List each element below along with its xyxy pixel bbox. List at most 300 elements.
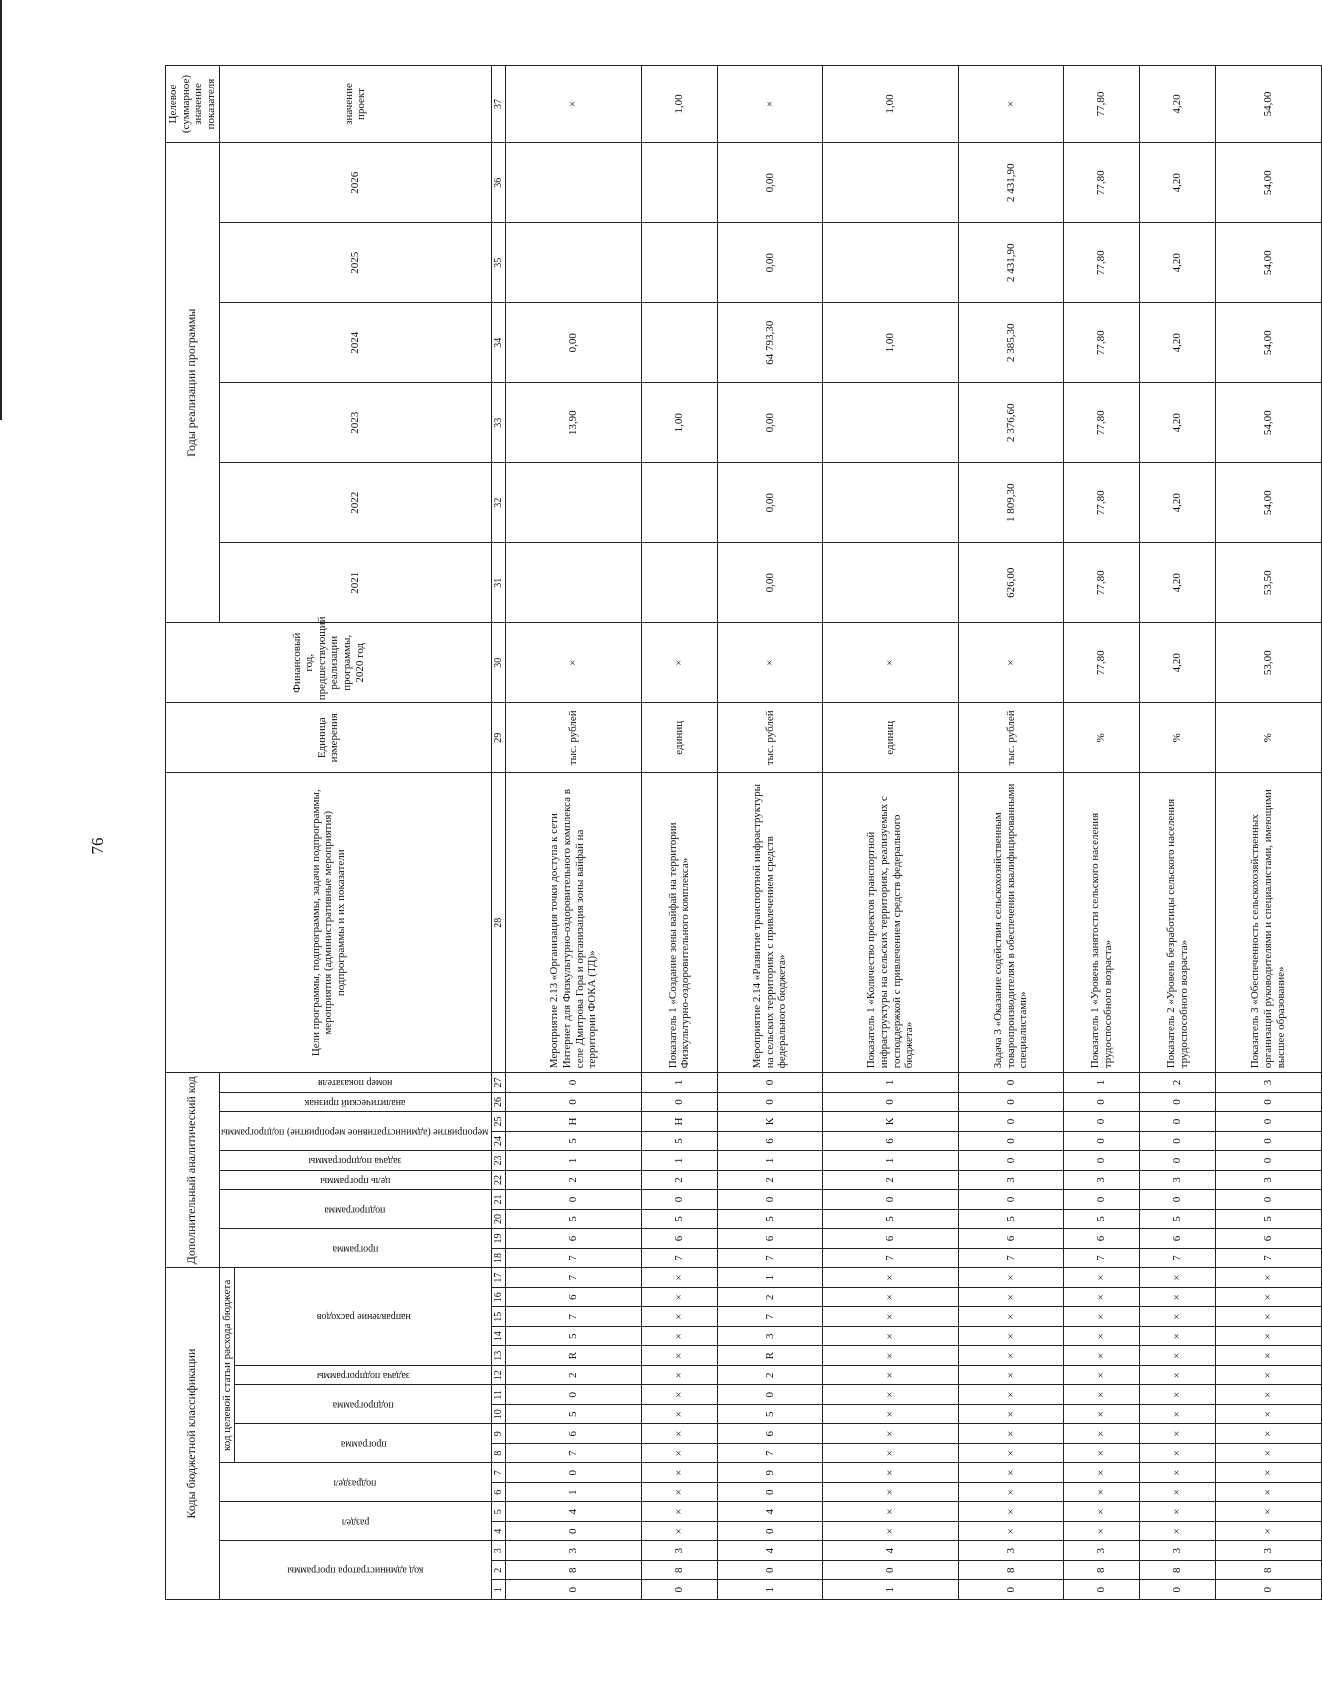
row-year-value	[641, 463, 717, 543]
code-cell: 0	[1140, 1131, 1216, 1151]
code-cell: 1	[823, 1073, 958, 1093]
row-description: Показатель 3 «Обеспеченность сельскохозяйственных организаций руководителями и специалистами, имеющими высшее образование»	[1216, 773, 1322, 1073]
row-year-value: 2 376,60	[958, 383, 1064, 463]
column-number: 14	[491, 1327, 506, 1347]
code-cell: ×	[823, 1502, 958, 1522]
row-year-value: 0,00	[717, 383, 823, 463]
program-table	[165, 65, 1322, 1600]
table-row	[1140, 65, 1216, 1599]
code-cell: 6	[823, 1229, 958, 1249]
code-cell: ×	[1064, 1502, 1140, 1522]
row-year-value	[823, 383, 958, 463]
row-base-value: 4,20	[1140, 623, 1216, 703]
code-cell: 2	[1140, 1073, 1216, 1093]
column-number: 28	[491, 773, 506, 1073]
row-unit: тыс. рублей	[717, 703, 823, 773]
code-cell: 5	[1064, 1209, 1140, 1229]
header-subprogram: подпрограмма	[235, 1385, 492, 1424]
column-number: 7	[491, 1463, 506, 1483]
row-year-value: 54,00	[1216, 383, 1322, 463]
column-number: 24	[491, 1131, 506, 1151]
code-cell: 0	[717, 1483, 823, 1503]
code-cell: ×	[641, 1385, 717, 1405]
column-number: 21	[491, 1190, 506, 1210]
column-number: 1	[491, 1580, 506, 1600]
code-cell: ×	[823, 1522, 958, 1542]
column-number: 18	[491, 1248, 506, 1268]
code-cell: 0	[717, 1561, 823, 1581]
code-cell: ×	[641, 1444, 717, 1464]
row-year-value: 54,00	[1216, 463, 1322, 543]
code-cell: 8	[958, 1561, 1064, 1581]
row-year-value	[641, 143, 717, 223]
row-description: Показатель 1 «Количество проектов транспортной инфраструктуры на сельских территориях, реализуемых с господдержкой с привлечением средств федерального бюджета»	[823, 773, 958, 1073]
code-cell: 0	[506, 1522, 641, 1542]
row-year-value: 77,80	[1064, 383, 1140, 463]
code-cell: ×	[1216, 1483, 1322, 1503]
column-number: 33	[491, 383, 506, 463]
row-target-value: 77,80	[1064, 65, 1140, 143]
code-cell: ×	[958, 1346, 1064, 1366]
row-unit: %	[1216, 703, 1322, 773]
code-cell: ×	[1216, 1385, 1322, 1405]
code-cell: 5	[641, 1131, 717, 1151]
code-cell: ×	[641, 1288, 717, 1308]
code-cell: ×	[1064, 1444, 1140, 1464]
code-cell: ×	[1140, 1522, 1216, 1542]
code-cell: ×	[958, 1307, 1064, 1327]
code-cell: 0	[717, 1190, 823, 1210]
code-cell: 0	[823, 1561, 958, 1581]
code-cell: ×	[1140, 1346, 1216, 1366]
column-number: 17	[491, 1268, 506, 1288]
code-cell: 6	[717, 1424, 823, 1444]
header-subsection: подраздел	[219, 1463, 491, 1502]
row-year-value: 0,00	[717, 543, 823, 623]
row-year-value: 0,00	[717, 143, 823, 223]
row-year-value: 54,00	[1216, 223, 1322, 303]
code-cell: ×	[1216, 1327, 1322, 1347]
code-cell: 5	[641, 1209, 717, 1229]
column-number: 32	[491, 463, 506, 543]
header-program: программа	[235, 1424, 492, 1463]
code-cell: ×	[958, 1424, 1064, 1444]
row-year-value: 4,20	[1140, 383, 1216, 463]
code-cell: 3	[1216, 1170, 1322, 1190]
code-cell: 6	[641, 1229, 717, 1249]
code-cell: 0	[958, 1580, 1064, 1600]
code-cell: R	[717, 1346, 823, 1366]
code-cell: ×	[641, 1424, 717, 1444]
code-cell: ×	[958, 1405, 1064, 1425]
code-cell: 4	[506, 1502, 641, 1522]
code-cell: 2	[823, 1170, 958, 1190]
row-year-value	[641, 223, 717, 303]
table-row	[958, 65, 1064, 1599]
column-number: 4	[491, 1522, 506, 1542]
code-cell: ×	[958, 1327, 1064, 1347]
code-cell: 1	[717, 1151, 823, 1171]
row-year-value	[641, 543, 717, 623]
code-cell: ×	[1216, 1268, 1322, 1288]
code-cell: Н	[506, 1112, 641, 1132]
code-cell: 5	[823, 1209, 958, 1229]
code-cell: 5	[717, 1405, 823, 1425]
code-cell: 0	[506, 1092, 641, 1112]
code-cell: 7	[717, 1307, 823, 1327]
code-cell: 8	[1216, 1561, 1322, 1581]
code-cell: 0	[1140, 1580, 1216, 1600]
row-year-value: 77,80	[1064, 543, 1140, 623]
code-cell: 8	[641, 1561, 717, 1581]
code-cell: 6	[958, 1229, 1064, 1249]
code-cell: 3	[717, 1327, 823, 1347]
code-cell: ×	[1216, 1444, 1322, 1464]
code-cell: ×	[1064, 1307, 1140, 1327]
code-cell: 5	[506, 1327, 641, 1347]
code-cell: 7	[506, 1268, 641, 1288]
header-a-program: программа	[219, 1229, 491, 1268]
table-body	[506, 65, 1321, 1599]
code-cell: 1	[641, 1151, 717, 1171]
header-goals: Цели программы, подпрограммы, задачи подпрограммы, мероприятия (административные мероприятия) подпрограммы и их показатели	[166, 773, 492, 1073]
code-cell: 0	[717, 1522, 823, 1542]
row-unit: %	[1140, 703, 1216, 773]
row-year-value: 54,00	[1216, 143, 1322, 223]
code-cell: 2	[506, 1366, 641, 1386]
row-year-value: 54,00	[1216, 303, 1322, 383]
row-year-value: 64 793,30	[717, 303, 823, 383]
page-number: 76	[88, 837, 107, 855]
code-cell: 3	[958, 1170, 1064, 1190]
column-number: 12	[491, 1366, 506, 1386]
code-cell: 1	[717, 1580, 823, 1600]
code-cell: ×	[1140, 1502, 1216, 1522]
row-unit: единиц	[641, 703, 717, 773]
code-cell: ×	[958, 1385, 1064, 1405]
code-cell: ×	[1216, 1424, 1322, 1444]
row-year-value: 53,50	[1216, 543, 1322, 623]
row-description: Показатель 1 «Уровень занятости сельского населения трудоспособного возраста»	[1064, 773, 1140, 1073]
code-cell: ×	[823, 1463, 958, 1483]
row-target-value: 4,20	[1140, 65, 1216, 143]
column-number: 13	[491, 1346, 506, 1366]
code-cell: 0	[958, 1131, 1064, 1151]
code-cell: 2	[641, 1170, 717, 1190]
code-cell: Н	[641, 1112, 717, 1132]
code-cell: 2	[717, 1288, 823, 1308]
row-year-value: 4,20	[1140, 463, 1216, 543]
code-cell: 0	[641, 1092, 717, 1112]
column-number: 30	[491, 623, 506, 703]
row-year-value: 13,90	[506, 383, 641, 463]
code-cell: 0	[1064, 1151, 1140, 1171]
header-year-2025: 2025	[219, 223, 491, 303]
row-year-value: 77,80	[1064, 303, 1140, 383]
code-cell: 0	[1064, 1190, 1140, 1210]
code-cell: ×	[641, 1405, 717, 1425]
code-cell: 1	[717, 1268, 823, 1288]
code-cell: ×	[1064, 1463, 1140, 1483]
code-cell: ×	[1140, 1444, 1216, 1464]
row-base-value: 77,80	[1064, 623, 1140, 703]
header-year-2024: 2024	[219, 303, 491, 383]
row-base-value: ×	[823, 623, 958, 703]
row-base-value: ×	[641, 623, 717, 703]
header-fin-year: Финансовый год, предшествующий реализации программы, 2020 год	[166, 623, 492, 703]
code-cell: 6	[506, 1229, 641, 1249]
code-cell: 0	[823, 1092, 958, 1112]
code-cell: ×	[641, 1463, 717, 1483]
code-cell: 0	[1216, 1092, 1322, 1112]
code-cell: 3	[1216, 1073, 1322, 1093]
table-header	[166, 65, 506, 1599]
column-numbers-row	[491, 65, 506, 1599]
header-target: Целевое (суммарное) значение показателя	[166, 65, 220, 143]
column-number: 25	[491, 1112, 506, 1132]
code-cell: 3	[1140, 1541, 1216, 1561]
code-cell: 6	[1064, 1229, 1140, 1249]
code-cell: 8	[506, 1561, 641, 1581]
header-task: задача подпрограммы	[235, 1366, 492, 1386]
code-cell: ×	[1140, 1366, 1216, 1386]
code-cell: ×	[958, 1463, 1064, 1483]
code-cell: ×	[823, 1268, 958, 1288]
code-cell: 7	[1216, 1248, 1322, 1268]
row-year-value: 2 385,30	[958, 303, 1064, 383]
header-target-item: код целевой статьи расхода бюджета	[219, 1268, 235, 1463]
code-cell: 4	[717, 1541, 823, 1561]
row-year-value: 2 431,90	[958, 223, 1064, 303]
row-year-value: 4,20	[1140, 223, 1216, 303]
code-cell: 0	[1064, 1112, 1140, 1132]
code-cell: ×	[641, 1366, 717, 1386]
row-base-value: 53,00	[1216, 623, 1322, 703]
code-cell: 1	[641, 1073, 717, 1093]
row-year-value: 1,00	[823, 303, 958, 383]
code-cell: ×	[823, 1288, 958, 1308]
code-cell: 4	[717, 1502, 823, 1522]
code-cell: 7	[506, 1248, 641, 1268]
code-cell: ×	[1140, 1307, 1216, 1327]
table-row	[1216, 65, 1322, 1599]
row-year-value: 2 431,90	[958, 143, 1064, 223]
header-unit: Единица измерения	[166, 703, 492, 773]
code-cell: ×	[1064, 1268, 1140, 1288]
row-description: Показатель 1 «Создание зоны вайфай на территории Физкультурно-оздоровительного комплекса»	[641, 773, 717, 1073]
code-cell: ×	[641, 1522, 717, 1542]
header-section: раздел	[219, 1502, 491, 1541]
code-cell: ×	[1140, 1327, 1216, 1347]
header-a-event: мероприятие (административное мероприятие) подпрограммы	[219, 1112, 491, 1151]
code-cell: 0	[1216, 1131, 1322, 1151]
code-cell: 0	[1064, 1131, 1140, 1151]
row-base-value: ×	[506, 623, 641, 703]
code-cell: 1	[506, 1151, 641, 1171]
header-a-subprogram: подпрограмма	[219, 1190, 491, 1229]
code-cell: 7	[1064, 1248, 1140, 1268]
code-cell: 7	[717, 1444, 823, 1464]
code-cell: ×	[1064, 1522, 1140, 1542]
header-budget-codes: Коды бюджетной классификации	[166, 1268, 220, 1600]
code-cell: ×	[1216, 1405, 1322, 1425]
code-cell: 0	[1064, 1580, 1140, 1600]
code-cell: 6	[717, 1229, 823, 1249]
code-cell: 7	[1140, 1248, 1216, 1268]
code-cell: 6	[823, 1131, 958, 1151]
code-cell: ×	[1140, 1483, 1216, 1503]
row-target-value: 1,00	[823, 65, 958, 143]
code-cell: ×	[1064, 1327, 1140, 1347]
row-description: Мероприятие 2.14 «Развитие транспортной инфраструктуры на сельских территориях с привлечением средств федерального бюджета»	[717, 773, 823, 1073]
header-year-2021: 2021	[219, 543, 491, 623]
row-year-value	[506, 223, 641, 303]
code-cell: 6	[1140, 1229, 1216, 1249]
row-unit: тыс. рублей	[958, 703, 1064, 773]
row-year-value	[641, 303, 717, 383]
code-cell: 4	[823, 1541, 958, 1561]
code-cell: 0	[506, 1190, 641, 1210]
code-cell: 0	[1216, 1151, 1322, 1171]
header-analytic-code: Дополнительный аналитический код	[166, 1073, 220, 1268]
row-year-value: 77,80	[1064, 463, 1140, 543]
code-cell: ×	[958, 1522, 1064, 1542]
header-year-2022: 2022	[219, 463, 491, 543]
row-year-value	[823, 463, 958, 543]
header-target-sub: значение проект	[219, 65, 491, 143]
code-cell: ×	[958, 1483, 1064, 1503]
code-cell: К	[823, 1112, 958, 1132]
code-cell: ×	[1216, 1307, 1322, 1327]
code-cell: 0	[717, 1385, 823, 1405]
code-cell: 0	[717, 1092, 823, 1112]
code-cell: ×	[1140, 1405, 1216, 1425]
row-unit: тыс. рублей	[506, 703, 641, 773]
code-cell: 7	[823, 1248, 958, 1268]
header-admin-code: код администратора программы	[219, 1541, 491, 1600]
code-cell: 0	[1064, 1092, 1140, 1112]
column-number: 6	[491, 1483, 506, 1503]
header-a-sign: аналитический признак	[219, 1092, 491, 1112]
code-cell: 0	[717, 1073, 823, 1093]
row-target-value: ×	[506, 65, 641, 143]
column-number: 5	[491, 1502, 506, 1522]
code-cell: ×	[823, 1307, 958, 1327]
code-cell: 7	[641, 1248, 717, 1268]
code-cell: ×	[641, 1483, 717, 1503]
row-year-value: 4,20	[1140, 303, 1216, 383]
code-cell: ×	[958, 1366, 1064, 1386]
column-number: 10	[491, 1405, 506, 1425]
table-row	[823, 65, 958, 1599]
column-number: 22	[491, 1170, 506, 1190]
code-cell: 0	[641, 1580, 717, 1600]
column-number: 20	[491, 1209, 506, 1229]
column-number: 8	[491, 1444, 506, 1464]
header-a-task: задача подпрограммы	[219, 1151, 491, 1171]
code-cell: 0	[506, 1385, 641, 1405]
row-year-value	[506, 463, 641, 543]
code-cell: ×	[641, 1307, 717, 1327]
code-cell: 0	[958, 1190, 1064, 1210]
code-cell: 0	[506, 1463, 641, 1483]
column-number: 15	[491, 1307, 506, 1327]
code-cell: 0	[1140, 1112, 1216, 1132]
row-year-value: 0,00	[717, 463, 823, 543]
code-cell: 0	[958, 1073, 1064, 1093]
code-cell: ×	[823, 1424, 958, 1444]
code-cell: ×	[1216, 1463, 1322, 1483]
header-a-indicator: номер показателя	[219, 1073, 491, 1093]
code-cell: 5	[506, 1209, 641, 1229]
code-cell: ×	[823, 1327, 958, 1347]
code-cell: 5	[1216, 1209, 1322, 1229]
row-year-value: 77,80	[1064, 143, 1140, 223]
rotated-table-container	[165, 75, 1287, 1600]
row-description: Показатель 2 «Уровень безработицы сельского населения трудоспособного возраста»	[1140, 773, 1216, 1073]
header-a-goal: цель программы	[219, 1170, 491, 1190]
code-cell: 5	[506, 1131, 641, 1151]
row-year-value	[823, 223, 958, 303]
row-target-value: ×	[717, 65, 823, 143]
code-cell: 7	[958, 1248, 1064, 1268]
code-cell: 2	[717, 1170, 823, 1190]
code-cell: ×	[641, 1346, 717, 1366]
code-cell: ×	[641, 1502, 717, 1522]
row-year-value: 4,20	[1140, 543, 1216, 623]
row-year-value: 626,00	[958, 543, 1064, 623]
code-cell: ×	[823, 1366, 958, 1386]
code-cell: ×	[823, 1385, 958, 1405]
code-cell: ×	[1064, 1385, 1140, 1405]
code-cell: ×	[958, 1502, 1064, 1522]
code-cell: 5	[717, 1209, 823, 1229]
row-description: Мероприятие 2.13 «Организация точки доступа к сети Интернет для Физкультурно-оздоровительного комплекса в селе Дмитрова Гора и организация зоны вайфай на территории ФОКА (ТД)»	[506, 773, 641, 1073]
column-number: 26	[491, 1092, 506, 1112]
code-cell: ×	[823, 1444, 958, 1464]
code-cell: ×	[1216, 1522, 1322, 1542]
header-year-2026: 2026	[219, 143, 491, 223]
code-cell: 8	[1064, 1561, 1140, 1581]
code-cell: ×	[1064, 1424, 1140, 1444]
row-target-value: 54,00	[1216, 65, 1322, 143]
code-cell: 1	[823, 1151, 958, 1171]
code-cell: ×	[1216, 1366, 1322, 1386]
code-cell: 6	[717, 1131, 823, 1151]
code-cell: ×	[1140, 1463, 1216, 1483]
code-cell: 2	[717, 1366, 823, 1386]
code-cell: 7	[717, 1248, 823, 1268]
code-cell: 0	[506, 1073, 641, 1093]
code-cell: ×	[1140, 1288, 1216, 1308]
code-cell: 3	[641, 1541, 717, 1561]
column-number: 31	[491, 543, 506, 623]
row-year-value	[823, 143, 958, 223]
code-cell: ×	[1216, 1502, 1322, 1522]
code-cell: 0	[1216, 1190, 1322, 1210]
code-cell: 3	[506, 1541, 641, 1561]
code-cell: 0	[641, 1190, 717, 1210]
code-cell: ×	[1064, 1483, 1140, 1503]
code-cell: 0	[958, 1092, 1064, 1112]
row-base-value: ×	[958, 623, 1064, 703]
column-number: 9	[491, 1424, 506, 1444]
code-cell: 6	[506, 1424, 641, 1444]
code-cell: 1	[1064, 1073, 1140, 1093]
column-number: 3	[491, 1541, 506, 1561]
row-year-value: 1 809,30	[958, 463, 1064, 543]
code-cell: ×	[1064, 1346, 1140, 1366]
